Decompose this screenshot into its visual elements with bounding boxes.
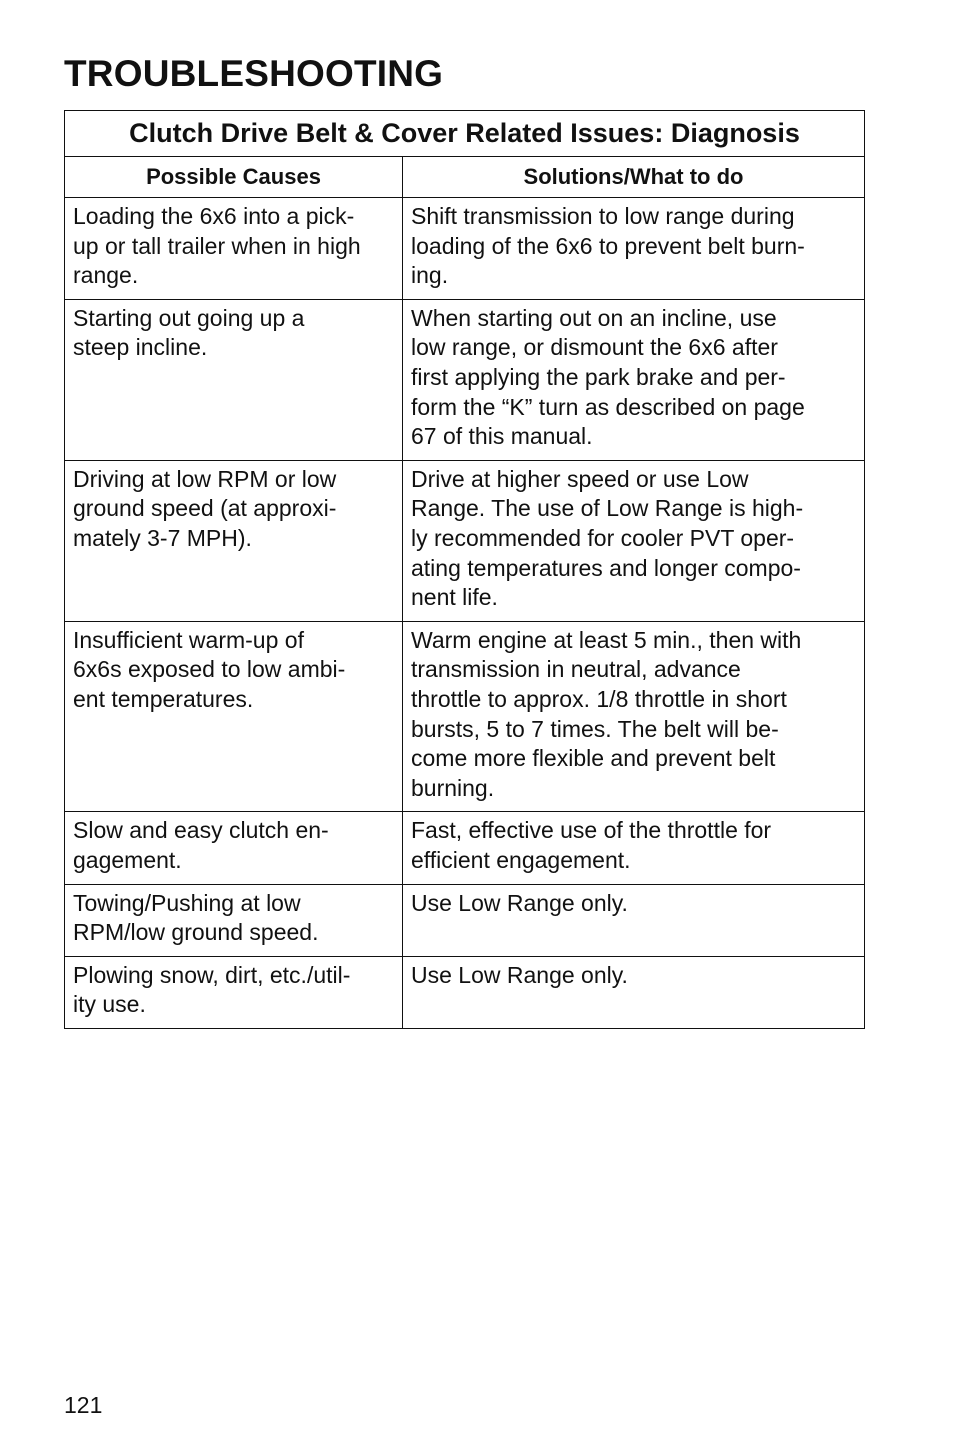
troubleshooting-table [64,110,865,1029]
solution-cell [403,884,865,956]
solution-text: Fast, effective use of the throttle for efficient engagement. [411,817,772,873]
cause-cell [65,299,403,460]
cause-text: Driving at low RPM or low ground speed (at approxi- mately 3-7 MPH). [73,465,337,551]
table-row [65,621,865,812]
cause-cell [65,812,403,884]
solution-text: Use Low Range only. [411,961,628,988]
page-number: 121 [64,1392,103,1418]
table-row [65,956,865,1028]
cause-text: Slow and easy clutch en- gagement. [73,817,329,873]
column-header-causes: Possible Causes [65,157,403,198]
page-title: TROUBLESHOOTING [64,53,444,94]
table-title: Clutch Drive Belt & Cover Related Issues: Diagnosis [65,111,865,157]
table-row [65,460,865,621]
cause-text: Insufficient warm-up of 6x6s exposed to low ambi- ent temperatures. [73,626,346,712]
table-row [65,198,865,300]
cause-cell [65,198,403,300]
column-header-solutions: Solutions/What to do [403,157,865,198]
solution-text: Shift transmission to low range during loading of the 6x6 to prevent belt burn- ing. [411,203,805,289]
solution-text: Use Low Range only. [411,889,628,916]
cause-cell [65,884,403,956]
cause-text: Starting out going up a steep incline. [73,304,305,361]
solution-text: Warm engine at least 5 min., then with transmission in neutral, advance throttle to approx. 1/8 throttle in short bursts, 5 to 7 times. The belt will be- come more flexible and prevent belt burning. [411,626,802,801]
solution-cell [403,299,865,460]
table-row [65,884,865,956]
table-title-row [65,111,865,157]
table-row [65,812,865,884]
solution-text: Drive at higher speed or use Low Range. The use of Low Range is high- ly recommended for cooler PVT oper- ating temperatures and longer compo- nent life. [411,465,804,611]
cause-cell [65,460,403,621]
cause-cell [65,621,403,812]
cause-text: Plowing snow, dirt, etc./util- ity use. [73,961,351,1018]
solution-cell [403,198,865,300]
solution-cell [403,621,865,812]
solution-cell [403,956,865,1028]
solution-text: When starting out on an incline, use low range, or dismount the 6x6 after first applying the park brake and per- form the “K” turn as described on page 67 of this manual. [411,304,805,450]
cause-text: Loading the 6x6 into a pick- up or tall trailer when in high range. [73,203,361,289]
table-row [65,299,865,460]
table-header-row [65,157,865,198]
solution-cell [403,812,865,884]
cause-text: Towing/Pushing at low RPM/low ground speed. [73,889,319,946]
solution-cell [403,460,865,621]
cause-cell [65,956,403,1028]
